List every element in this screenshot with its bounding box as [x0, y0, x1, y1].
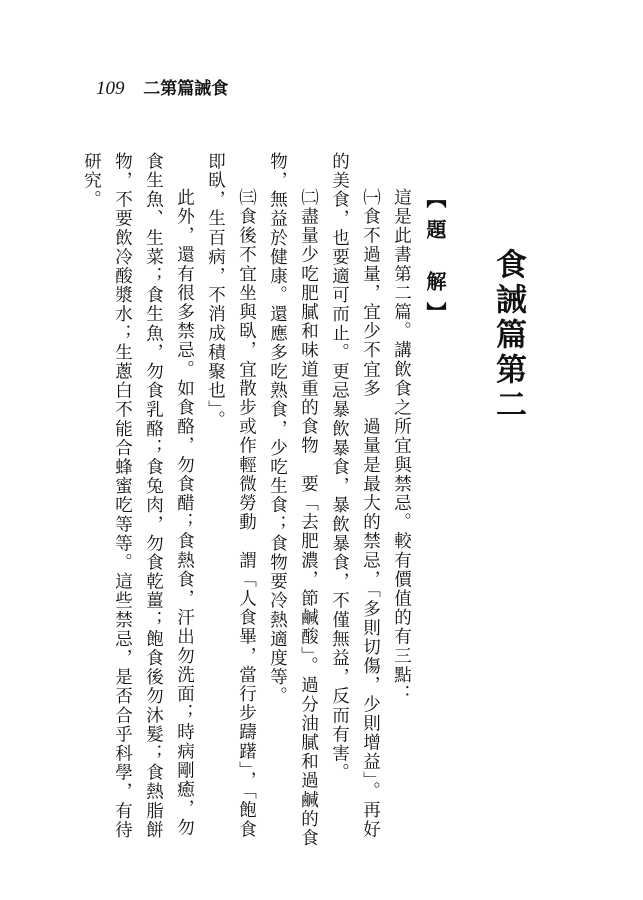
body-column-8: 此外，還有很多禁忌。如食酪，勿食醋；食熱食，汗出勿洗面；時病剛癒，勿 [174, 188, 195, 838]
page-number: 109 [96, 78, 125, 99]
section-label-open-bracket: 【 [423, 188, 447, 210]
body-column-11: 研究。 [81, 152, 102, 210]
section-label-char-1: 題 [423, 218, 447, 241]
body-column-6: ㈢食後不宜坐與臥，宜散步或作輕微勞動 謂「人食畢，當行步躊躇」，「飽食 [236, 188, 257, 839]
body-column-9: 食生魚、生菜；食生魚，勿食乳酪；食兔肉，勿食乾薑；飽食後勿沐髮；食熱脂餅 [143, 152, 164, 840]
body-column-4: ㈡盡量少吃肥膩和味道重的食物 要「去肥濃，節鹹酸」。過分油膩和過鹹的食 [298, 188, 319, 848]
section-label [425, 188, 445, 324]
section-label-char-2: 解 [423, 270, 447, 293]
section-label-close-bracket: 】 [423, 301, 447, 324]
body-column-7: 即臥，生百病，不消成積聚也」。 [205, 152, 226, 430]
chapter-title: 食誡篇第二 [490, 248, 526, 423]
page-header [96, 74, 228, 100]
body-column-10: 物，不要飲冷酸漿水；生蔥白不能合蜂蜜吃等等。這些禁忌，是否合乎科學，有待 [112, 152, 133, 840]
body-column-2: ㈠食不過量，宜少不宜多 過量是最大的禁忌，「多則切傷，少則增益」。再好 [360, 188, 381, 839]
body-column-3: 的美食，也要適可而止。更忌暴飲暴食，暴飲暴食，不僅無益，反而有害。 [329, 152, 350, 783]
body-column-1: 這是此書第二篇。講飲食之所宜與禁忌。較有價值的有三點： [391, 188, 412, 704]
running-title: 二第篇誡食 [143, 79, 229, 98]
body-column-5: 物，無益於健康。還應多吃熟食，少吃生食；食物要冷熱適度等。 [267, 152, 288, 706]
